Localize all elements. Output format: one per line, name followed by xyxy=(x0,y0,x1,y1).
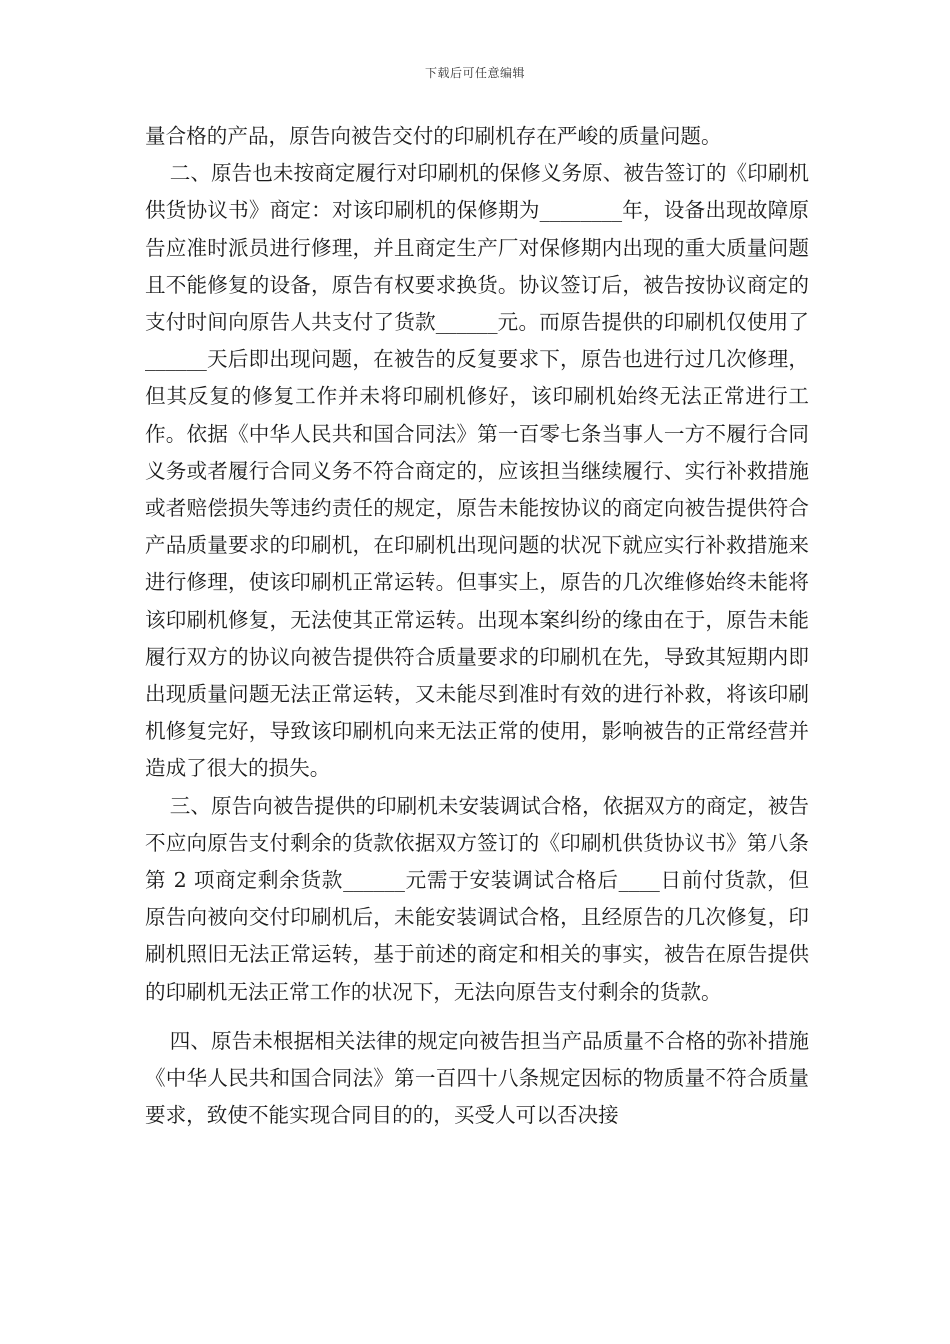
document-body xyxy=(145,118,809,1134)
paragraph-continuation: 量合格的产品，原告向被告交付的印刷机存在严峻的质量问题。 xyxy=(145,124,722,148)
paragraph-section-2: 二、原告也未按商定履行对印刷机的保修义务原、被告签订的《印刷机供货协议书》商定：对该印刷机的保修期为________年，设备出现故障原告应准时派员进行修理，并且商定生产厂对保修期内出现的重大质量问题且不能修复的设备，原告有权要求换货。协议签订后，被告按协议商定的支付时间向原告人共支付了货款______元。而原告提供的印刷机仅使用了______天后即出现问题，在被告的反复要求下，原告也进行过几次修理，但其反复的修复工作并未将印刷机修好，该印刷机始终无法正常进行工作。依据《中华人民共和国合同法》第一百零七条当事人一方不履行合同义务或者履行合同义务不符合商定的，应该担当继续履行、实行补救措施或者赔偿损失等违约责任的规定，原告未能按协议的商定向被告提供符合产品质量要求的印刷机，在印刷机出现问题的状况下就应实行补救措施来进行修理，使该印刷机正常运转。但事实上，原告的几次维修始终未能将该印刷机修复，无法使其正常运转。出现本案纠纷的缘由在于，原告未能履行双方的协议向被告提供符合质量要求的印刷机在先，导致其短期内即出现质量问题无法正常运转，又未能尽到准时有效的进行补救，将该印刷机修复完好，导致该印刷机向来无法正常的使用，影响被告的正常经营并造成了很大的损失。 xyxy=(145,161,809,781)
paragraph-section-4: 四、原告未根据相关法律的规定向被告担当产品质量不合格的弥补措施《中华人民共和国合同法》第一百四十八条规定因标的物质量不符合质量要求，致使不能实现合同目的的，买受人可以否决接 xyxy=(145,1028,809,1128)
page-header: 下载后可任意编辑 xyxy=(424,66,525,80)
paragraph-section-3: 三、原告向被告提供的印刷机未安装调试合格，依据双方的商定，被告不应向原告支付剩余的货款依据双方签订的《印刷机供货协议书》第八条第 2 项商定剩余货款______元需于安装调试合格后____日前付货款，但原告向被向交付印刷机后，未能安装调试合格，且经原告的几次修复，印刷机照旧无法正常运转，基于前述的商定和相关的事实，被告在原告提供的印刷机无法正常工作的状况下，无法向原告支付剩余的货款。 xyxy=(145,793,809,1004)
